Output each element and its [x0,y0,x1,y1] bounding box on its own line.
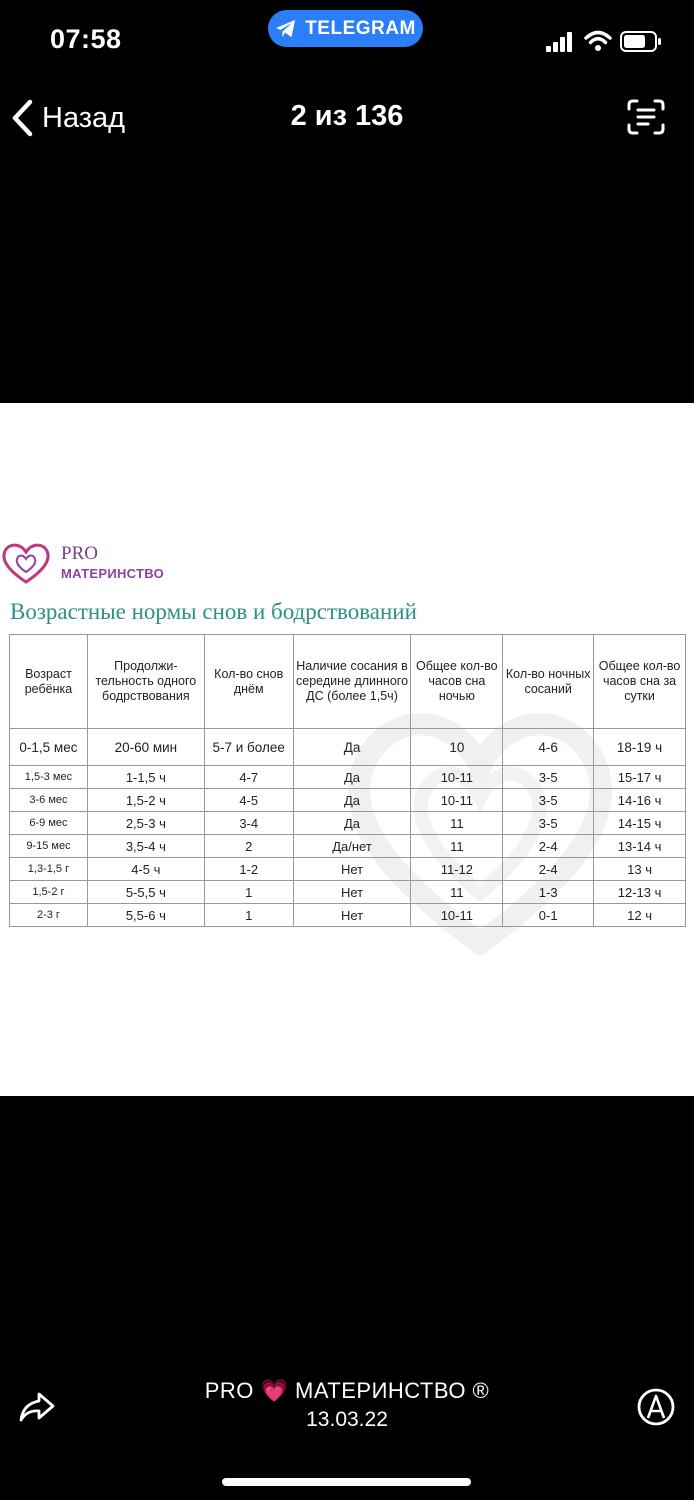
table-cell: 12-13 ч [594,881,686,904]
table-cell: 10-11 [411,766,503,789]
table-cell: 3-5 [503,812,594,835]
table-cell: 1,5-2 г [10,881,88,904]
table-cell: 13 ч [594,858,686,881]
status-time: 07:58 [50,24,122,54]
table-row [10,789,686,812]
wifi-icon [584,30,612,52]
table-cell: 11 [411,881,503,904]
table-row [10,835,686,858]
table-row [10,858,686,881]
table-cell: 14-16 ч [594,789,686,812]
table-cell: Да/нет [293,835,411,858]
table-cell: 18-19 ч [594,729,686,766]
cellular-signal-icon [546,32,574,52]
table-cell: 1,5-3 мес [10,766,88,789]
logo-pro-text: PRO [61,543,98,564]
photo-counter: 2 из 136 [290,100,404,132]
header-cell: Кол-во снов днём [204,635,293,729]
table-cell: 11 [411,812,503,835]
table-header-row [10,635,686,729]
table-cell: 3-4 [204,812,293,835]
table-cell: Нет [293,904,411,927]
logo-heart-icon [0,540,52,586]
home-indicator[interactable] [222,1478,471,1486]
table-cell: 2-4 [503,858,594,881]
table-cell: 2-3 г [10,904,88,927]
table-cell: Да [293,766,411,789]
table-row [10,729,686,766]
table-cell: 4-6 [503,729,594,766]
table-cell: 11-12 [411,858,503,881]
table-cell: 10-11 [411,789,503,812]
table-cell: 13-14 ч [594,835,686,858]
back-label: Назад [42,101,126,134]
table-cell: 9-15 мес [10,835,88,858]
table-cell: 11 [411,835,503,858]
caption-title: PRO 💗 МАТЕРИНСТВО ® [204,1378,490,1403]
header-cell: Общее кол-во часов сна ночью [411,635,503,729]
table-cell: 10 [411,729,503,766]
table-cell: 1,5-2 ч [87,789,204,812]
table-cell: Да [293,789,411,812]
table-cell: 3-5 [503,789,594,812]
table-cell: 4-5 ч [87,858,204,881]
table-cell: 0-1 [503,904,594,927]
table-cell: 2 [204,835,293,858]
table-cell: Да [293,812,411,835]
table-cell: 6-9 мес [10,812,88,835]
table-cell: 1-1,5 ч [87,766,204,789]
table-cell: 5-5,5 ч [87,881,204,904]
header-cell: Общее кол-во часов сна за сутки [594,635,686,729]
live-text-icon[interactable] [626,98,666,136]
table-cell: 1,3-1,5 г [10,858,88,881]
header-cell: Продолжи-тельность одного бодрствования [87,635,204,729]
table-cell: 12 ч [594,904,686,927]
table-row [10,904,686,927]
battery-icon [620,31,662,52]
table-cell: 4-7 [204,766,293,789]
table-cell: 2-4 [503,835,594,858]
table-row [10,766,686,789]
table-cell: Да [293,729,411,766]
table-cell: 1 [204,904,293,927]
header-cell: Возраст ребёнка [10,635,88,729]
table-cell: Нет [293,858,411,881]
table-row [10,881,686,904]
logo-name-text: МАТЕРИНСТВО [61,566,165,581]
table-cell: 4-5 [204,789,293,812]
table-cell: 5,5-6 ч [87,904,204,927]
photo-content[interactable] [0,403,694,1096]
table-cell: 15-17 ч [594,766,686,789]
caption-date: 13.03.22 [306,1408,388,1431]
table-cell: 1-2 [204,858,293,881]
table-cell: 20-60 мин [87,729,204,766]
table-cell: 3-5 [503,766,594,789]
table-cell: 0-1,5 мес [10,729,88,766]
table-cell: 14-15 ч [594,812,686,835]
table-row [10,812,686,835]
slide-title: Возрастные нормы снов и бодрствований [10,599,417,624]
markup-icon[interactable] [636,1387,676,1427]
table-cell: 5-7 и более [204,729,293,766]
sleep-norms-table [9,634,686,927]
table-cell: Нет [293,881,411,904]
telegram-label: TELEGRAM [305,17,416,39]
header-cell: Кол-во ночных сосаний [503,635,594,729]
table-cell: 1 [204,881,293,904]
table-cell: 10-11 [411,904,503,927]
telegram-return-pill[interactable] [268,10,423,47]
table-cell: 1-3 [503,881,594,904]
table-cell: 2,5-3 ч [87,812,204,835]
table-cell: 3,5-4 ч [87,835,204,858]
header-cell: Наличие сосания в середине длинного ДС (более 1,5ч) [293,635,411,729]
table-cell: 3-6 мес [10,789,88,812]
telegram-icon [275,19,297,39]
